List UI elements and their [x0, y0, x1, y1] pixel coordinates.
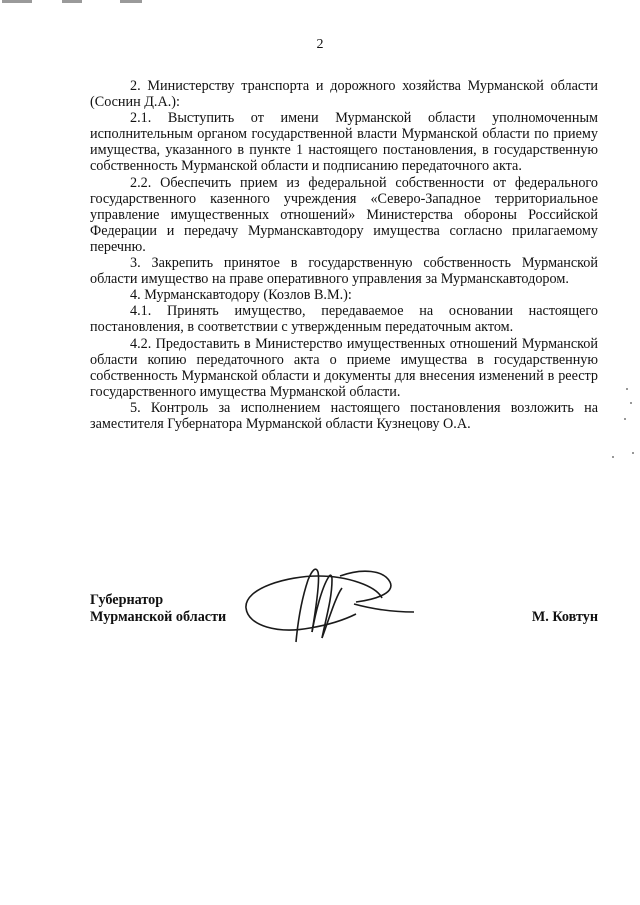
scan-edge-mark	[2, 0, 32, 3]
paragraph: 4.1. Принять имущество, передаваемое на основании настоящего постановления, в соответствии с утвержденным передаточным актом.	[90, 303, 598, 336]
document-body	[90, 78, 598, 432]
scan-speck	[624, 418, 626, 420]
paragraph: 4.2. Предоставить в Министерство имущественных отношений Мурманской области копию передаточного акта о приеме имущества в государственную собственность Мурманской области и документы для внесения изменений в реестр государственного имущества Мурманской области.	[90, 335, 598, 400]
scan-speck	[626, 388, 628, 390]
paragraph: 2.1. Выступить от имени Мурманской области уполномоченным исполнительным органом государственной власти Мурманской области по приему имущества, указанного в пункте 1 настоящего постановления, в государственную собственность Мурманской области и подписанию передаточного акта.	[90, 110, 598, 175]
signer-title-line: Губернатор	[90, 592, 164, 608]
signer-name: М. Ковтун	[531, 609, 598, 625]
paragraph: 5. Контроль за исполнением настоящего постановления возложить на заместителя Губернатора Мурманской области Кузнецову О.А.	[90, 399, 598, 432]
page-number: 2	[316, 37, 324, 52]
handwritten-signature	[238, 558, 418, 658]
paragraph: 4. Мурманскавтодору (Козлов В.М.):	[130, 287, 352, 304]
signer-title	[90, 592, 226, 626]
signer-title-line: Мурманской области	[90, 609, 227, 625]
scan-speck	[630, 402, 632, 404]
paragraph: 2. Министерству транспорта и дорожного хозяйства Мурманской области (Соснин Д.А.):	[90, 78, 598, 111]
paragraph: 2.2. Обеспечить прием из федеральной собственности от федерального государственного казенного учреждения «Северо-Западное территориальное управление имущественных отношений» Министерства обороны Российской Федерации и передачу Мурманскавтодору имущества согласно прилагаемому перечню.	[90, 174, 598, 255]
scan-speck	[612, 456, 614, 458]
scan-edge-mark	[62, 0, 82, 3]
paragraph: 3. Закрепить принятое в государственную собственность Мурманской области имущество на праве оперативного управления за Мурманскавтодором.	[90, 255, 598, 288]
scan-speck	[632, 452, 634, 454]
scan-edge-mark	[120, 0, 142, 3]
